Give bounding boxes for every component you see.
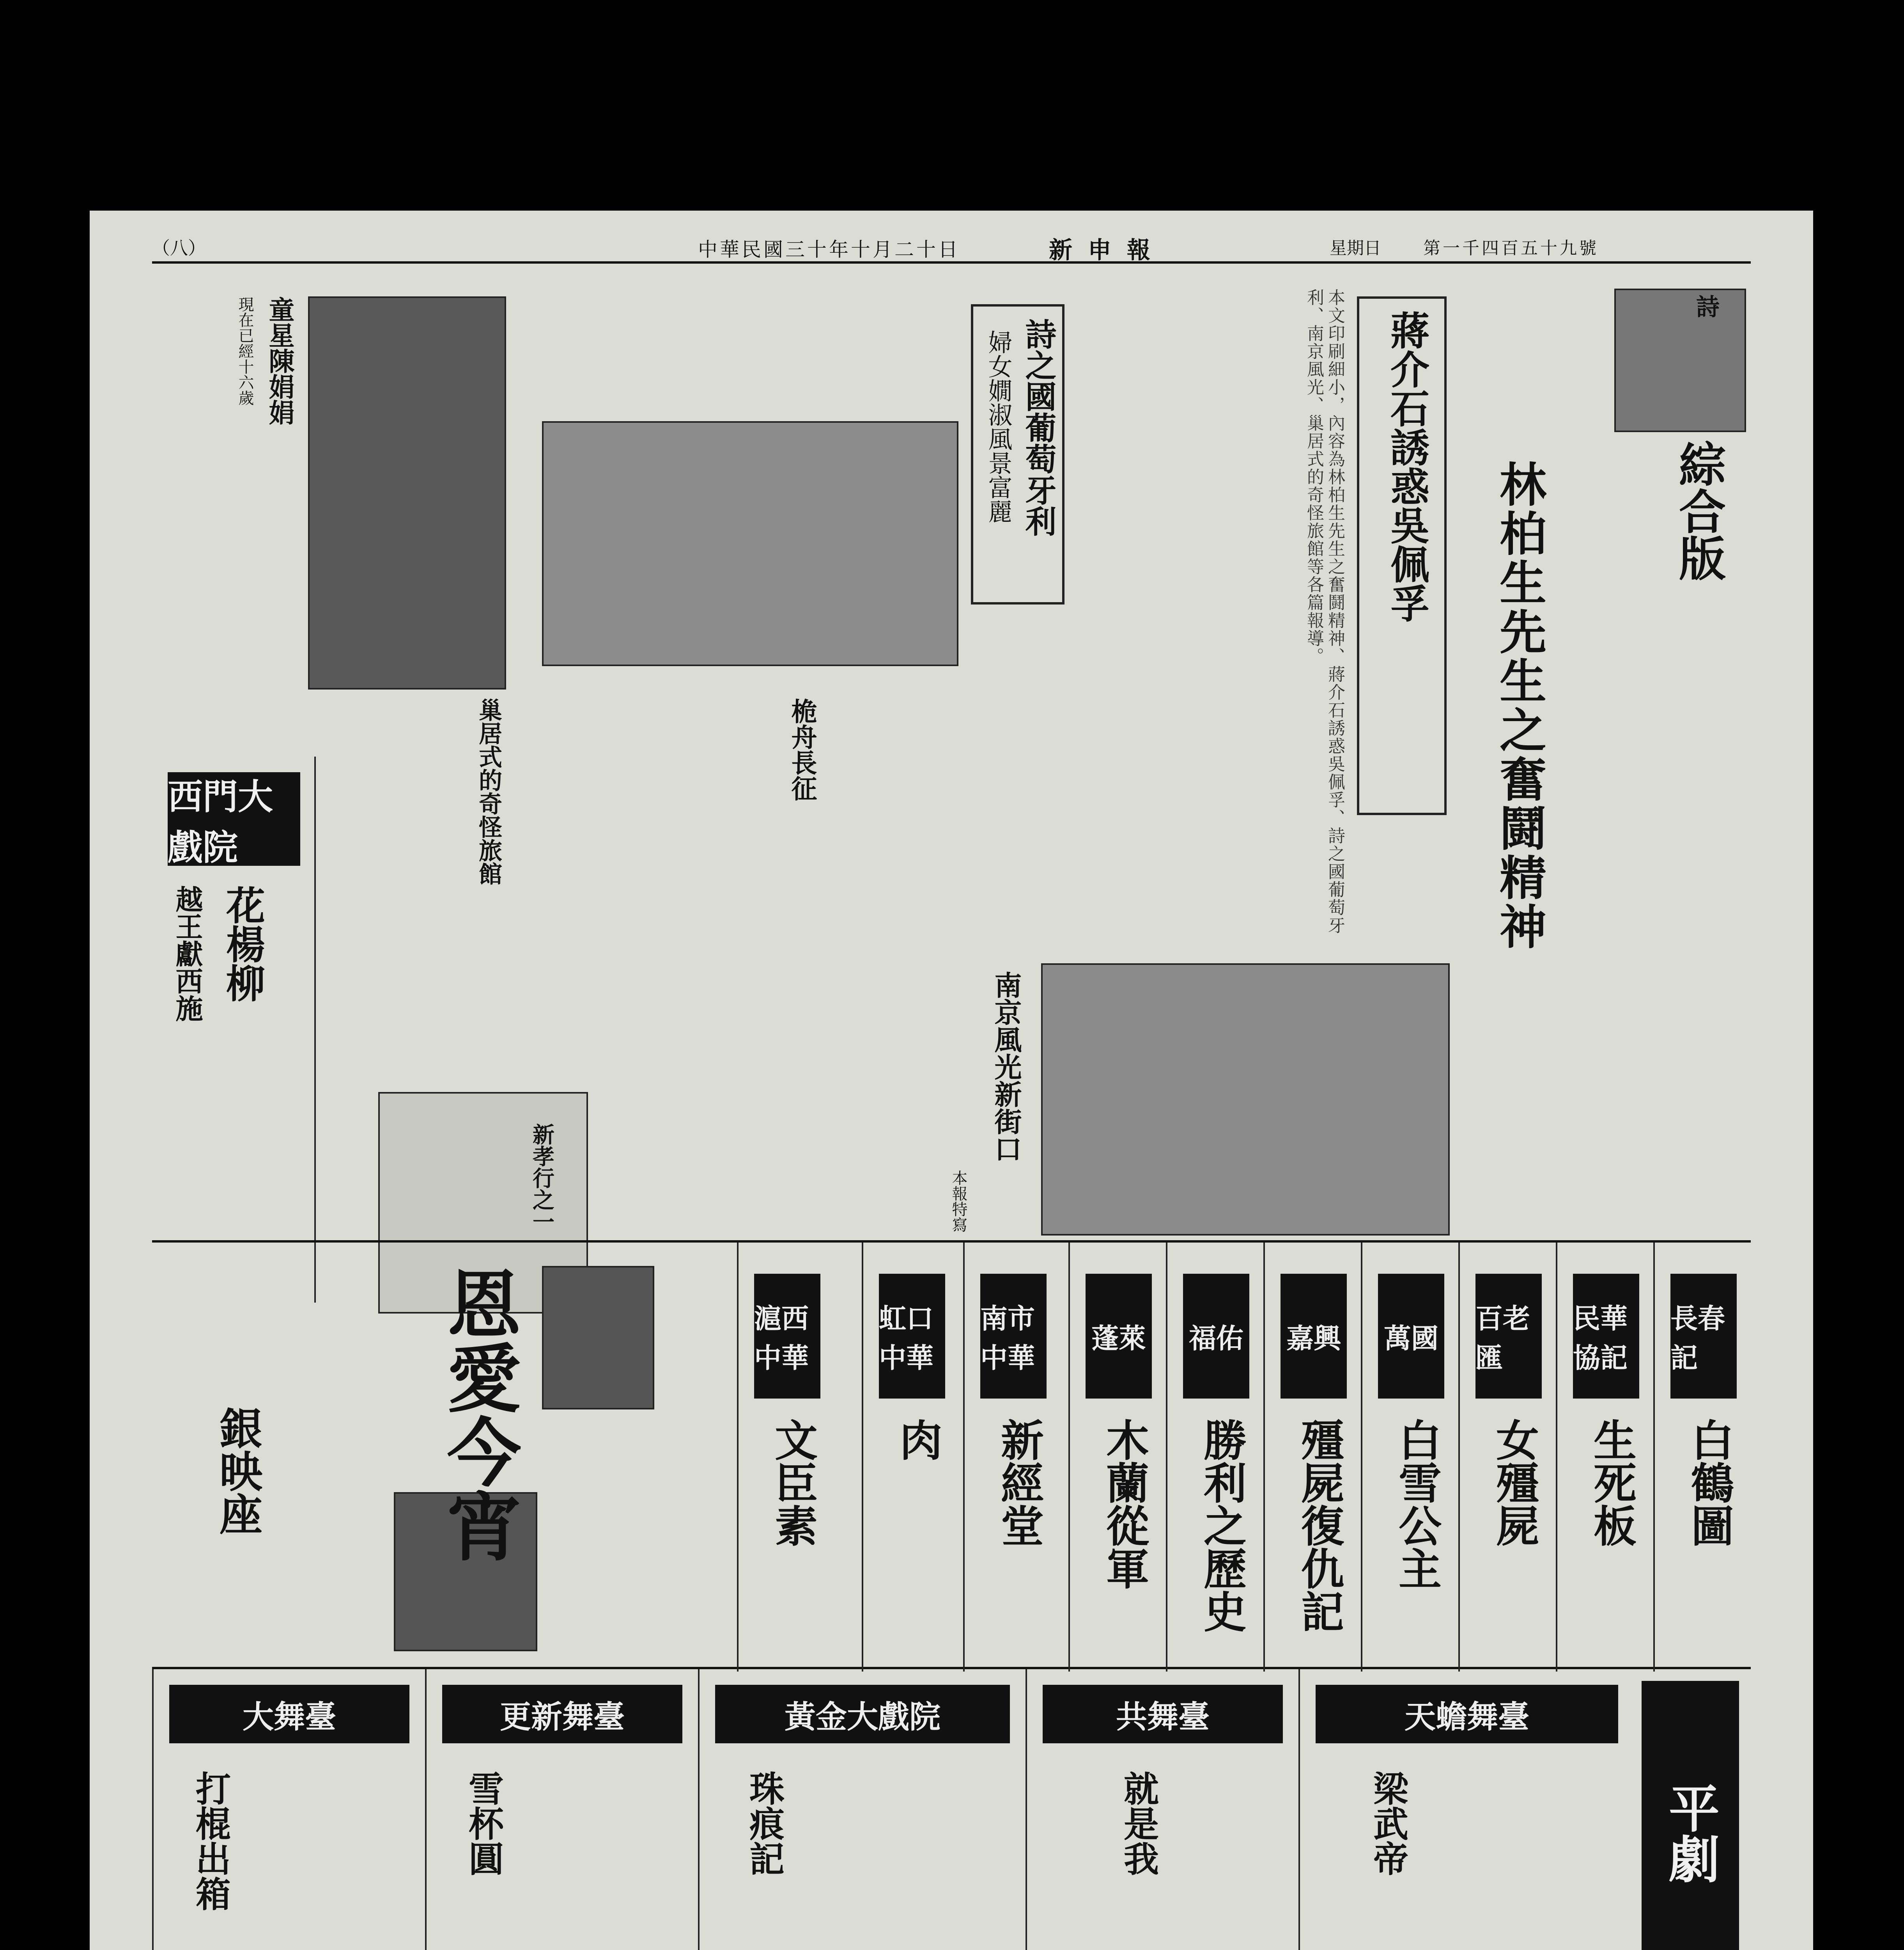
theater-nanshi-zhonghua: 南市中華 新經堂 bbox=[963, 1243, 1068, 1672]
harbor-photo bbox=[542, 421, 958, 666]
theater-minhua: 民華協記 生死板 bbox=[1556, 1243, 1653, 1672]
newspaper-page bbox=[90, 211, 1813, 1950]
child-star-photo bbox=[308, 296, 506, 690]
child-star-caption: 童星陳娟娟 bbox=[264, 296, 295, 425]
left-theater-name: 西門大戲院 bbox=[168, 772, 300, 866]
stage-tianchan: 天蟾舞臺 梁武帝 bbox=[1298, 1669, 1634, 1950]
article-text-filler-1 bbox=[581, 702, 760, 1310]
theater-ads-row bbox=[152, 1240, 1751, 1669]
article-body-text: 本文印刷細小，內容為林柏生先生之奮鬪精神、蔣介石誘惑吳佩孚、詩之國葡萄牙利、南京風光、巢居式的奇怪旅館等各篇報導。 bbox=[1304, 289, 1345, 934]
left-theater-extra: 越王獻西施 bbox=[171, 885, 204, 1022]
theater-hongkou-zhonghua: 虹口中華 肉 bbox=[862, 1243, 963, 1672]
theater-changchun: 長春記 白鶴圖 bbox=[1653, 1243, 1751, 1672]
headline-lin-bosheng: 林柏生先生之奮鬪精神 bbox=[1492, 460, 1547, 952]
date-line: 中華民國三十年十月二十日 bbox=[698, 238, 960, 261]
theater-huxi-zhonghua: 滬西中華 文臣素 bbox=[737, 1243, 862, 1672]
masthead bbox=[152, 234, 1751, 264]
headline-jiang: 蔣介石誘惑吳佩孚 bbox=[1384, 310, 1430, 622]
actor-photo-1 bbox=[542, 1266, 654, 1409]
stage-ads-row bbox=[152, 1669, 1751, 1950]
weekday: 星期日 bbox=[1330, 238, 1381, 258]
child-star-subcaption: 現在已經十六歲 bbox=[236, 296, 254, 406]
pingju-label: 平劇 bbox=[1642, 1681, 1739, 1950]
feature-section bbox=[152, 273, 1751, 1232]
section-title: 綜合版 bbox=[1671, 441, 1726, 581]
paper-name: 新申報 bbox=[1049, 237, 1166, 264]
left-theater-column bbox=[152, 757, 316, 1303]
article-text-filler-2 bbox=[1462, 850, 1657, 1240]
portugal-title-box bbox=[971, 304, 1064, 604]
left-theater-film: 花楊柳 bbox=[220, 885, 266, 1002]
theater-penglai: 蓬萊 木蘭從軍 bbox=[1068, 1243, 1166, 1672]
stage-huangjin: 黃金大戲院 珠痕記 bbox=[698, 1669, 1026, 1950]
theater-fuyou: 福佑 勝利之歷史 bbox=[1166, 1243, 1263, 1672]
tree-woodcut-image bbox=[1614, 289, 1746, 432]
portugal-subtitle: 婦女嫺淑風景富麗 bbox=[984, 330, 1013, 523]
nest-hotel-headline: 巢居式的奇怪旅館 bbox=[475, 698, 502, 885]
issue-line: 第一千四百五十九號 bbox=[1423, 238, 1599, 258]
stage-gengxin: 更新舞臺 雪杯圓 bbox=[425, 1669, 698, 1950]
headline-jiang-box bbox=[1357, 296, 1447, 815]
theater-baolaohui: 百老匯 女殭屍 bbox=[1458, 1243, 1556, 1672]
boat-caption: 桅舟長征 bbox=[787, 698, 817, 801]
yingying-film: 恩愛今宵 bbox=[435, 1266, 522, 1562]
theater-jiaxing: 嘉興 殭屍復仇記 bbox=[1263, 1243, 1361, 1672]
sketch-title: 新孝行之一 bbox=[529, 1123, 555, 1232]
nanking-credit: 本報特寫 bbox=[949, 1170, 967, 1232]
stage-gongwutai: 共舞臺 就是我 bbox=[1026, 1669, 1298, 1950]
poem-label: 詩 bbox=[1696, 294, 1720, 321]
stage-dawutai: 大舞臺 打棍出箱 bbox=[152, 1669, 425, 1950]
nanking-caption: 南京風光新街口 bbox=[990, 971, 1022, 1162]
page-number: （八） bbox=[152, 238, 206, 259]
theater-wanguo: 萬國 白雪公主 bbox=[1361, 1243, 1458, 1672]
portugal-title: 詩之國葡萄牙利 bbox=[1020, 318, 1057, 537]
yingying-name: 銀映座 bbox=[213, 1406, 263, 1535]
theater-yingying bbox=[152, 1243, 737, 1672]
nanking-street-photo bbox=[1041, 963, 1450, 1236]
